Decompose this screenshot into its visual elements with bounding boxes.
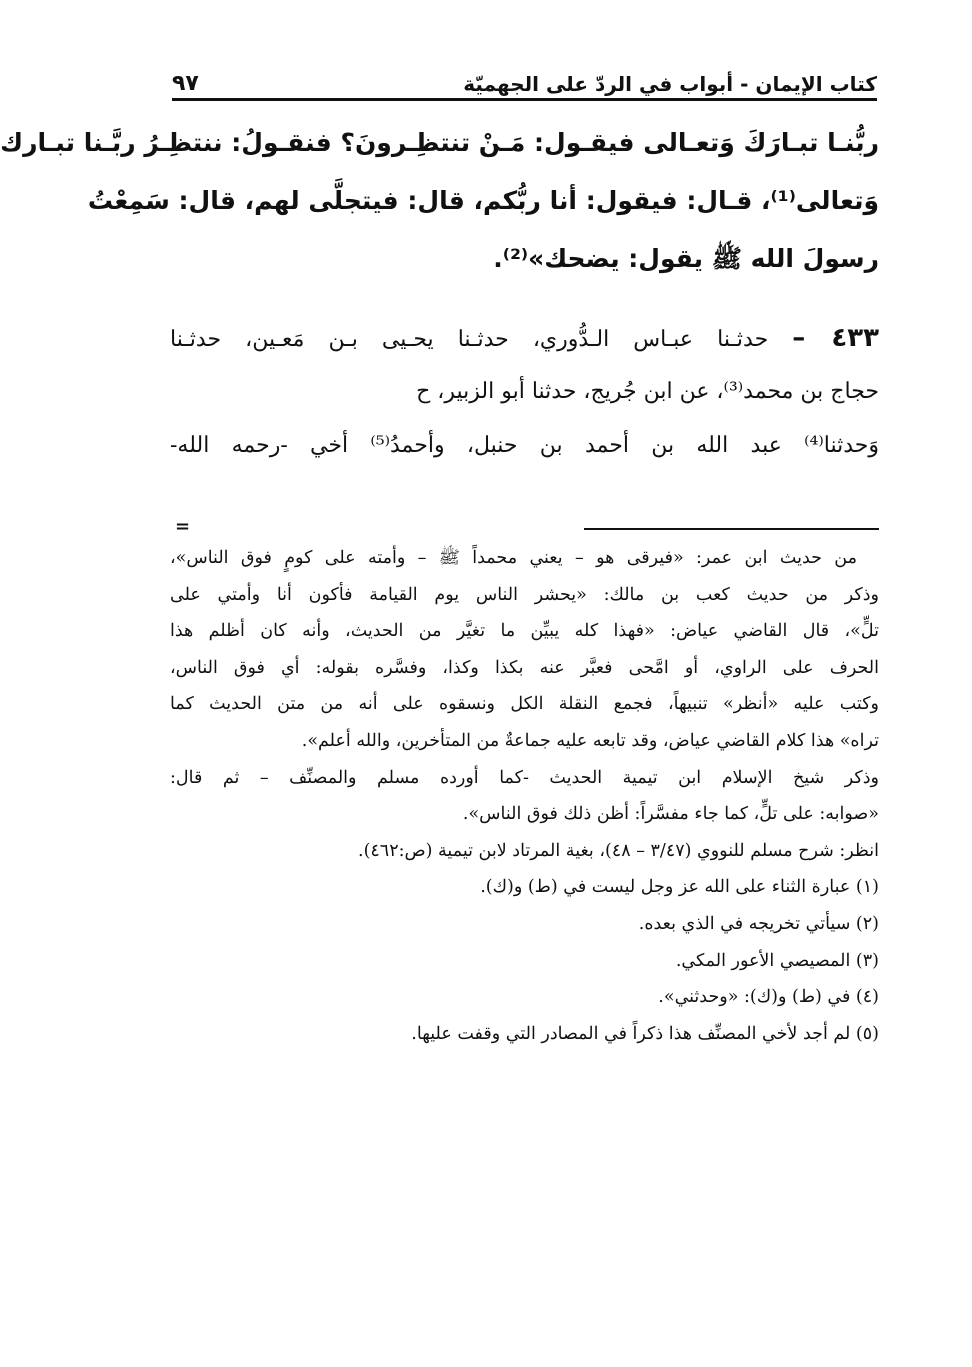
header-title: كتاب الإيمان - أبواب في الردّ على الجهميّة xyxy=(463,72,877,96)
hadith-number: ٤٣٣ – xyxy=(792,323,879,353)
footnote-line: وذكر شيخ الإسلام ابن تيمية الحديث -كما أورده مسلم والمصنِّف – ثم قال: xyxy=(170,767,879,788)
footnote-continuation-mark: = xyxy=(175,516,191,537)
footnote-line: «صوابه: على تلٍّ، كما جاء مفسَّراً: أظن ذلك فوق الناس». xyxy=(462,804,879,825)
footnote-reference: انظر: شرح مسلم للنووي (٣/٤٧ – ٤٨)، بغية المرتاد لابن تيمية (ص:٤٦٢). xyxy=(358,840,879,861)
footnote-5: (٥) لم أجد لأخي المصنِّف هذا ذكراً في المصادر التي وقفت عليها. xyxy=(411,1023,879,1044)
isnad-line: حجاج بن محمد⁽³⁾، عن ابن جُريج، حدثنا أبو الزبير، ح xyxy=(416,379,879,404)
hadith-text-line: ربُّنـا تبـارَكَ وَتعـالى فيقـول: مَـنْ تنتظِـرونَ؟ فنقـولُ: ننتظِـرُ ربَّـنا تبـارك xyxy=(0,128,879,157)
footnote-2: (٢) سيأتي تخريجه في الذي بعده. xyxy=(638,913,879,934)
footnote-separator xyxy=(584,528,879,530)
hadith-text-line: رسولَ الله ﷺ يقول: يضحك»⁽²⁾. xyxy=(493,244,879,273)
hadith-text-line: وَتعالى⁽¹⁾، قـال: فيقول: أنا ربُّكم، قال: فيتجلَّى لهم، قال: سَمِعْتُ xyxy=(87,186,879,215)
footnote-line: تراه» هذا كلام القاضي عياض، وقد تابعه عليه جماعةٌ من المتأخرين، والله أعلم». xyxy=(301,730,879,751)
page-number: ٩٧ xyxy=(172,71,199,96)
footnote-line: تلٍّ»، قال القاضي عياض: «فهذا كله يبيِّن ما تغيَّر من الحديث، وأنه كان أظلم هذا xyxy=(170,621,879,642)
footnote-line: وذكر من حديث كعب بن مالك: «يحشر الناس يوم القيامة فأكون أنا وأمتي على xyxy=(170,584,879,605)
isnad-line xyxy=(170,314,879,368)
footnote-1: (١) عبارة الثناء على الله عز وجل ليست في (ط) و(ك). xyxy=(480,877,879,898)
footnote-line: من حديث ابن عمر: «فيرقى هو – يعني محمداً ﷺ – وأمته على كومٍ فوق الناس»، xyxy=(170,548,857,568)
footnote-4: (٤) في (ط) و(ك): «وحدثني». xyxy=(658,987,879,1008)
footnote-line: الحرف على الراوي، أو امَّحى فعبَّر عنه بكذا وكذا، وفسَّره بقوله: أي فوق الناس، xyxy=(170,657,879,678)
footnote-3: (٣) المصيصي الأعور المكي. xyxy=(675,950,879,971)
footnote-line: وكتب عليه «أنظر» تنبيهاً، فجمع النقلة الكل ونسقوه على أنه من متن الحديث كما xyxy=(170,694,879,715)
isnad-line: وَحدثنا⁽⁴⁾ عبد الله بن أحمد بن حنبل، وأحمدُ⁽⁵⁾ أخي -رحمه الله- xyxy=(170,433,879,458)
running-header xyxy=(172,62,877,101)
footnotes xyxy=(170,540,879,1052)
main-text xyxy=(0,118,879,476)
isnad-line-text: حدثـنا عبـاس الـدُّوري، حدثـنا يحـيى بـن مَعـين، حدثـنا xyxy=(170,327,769,352)
